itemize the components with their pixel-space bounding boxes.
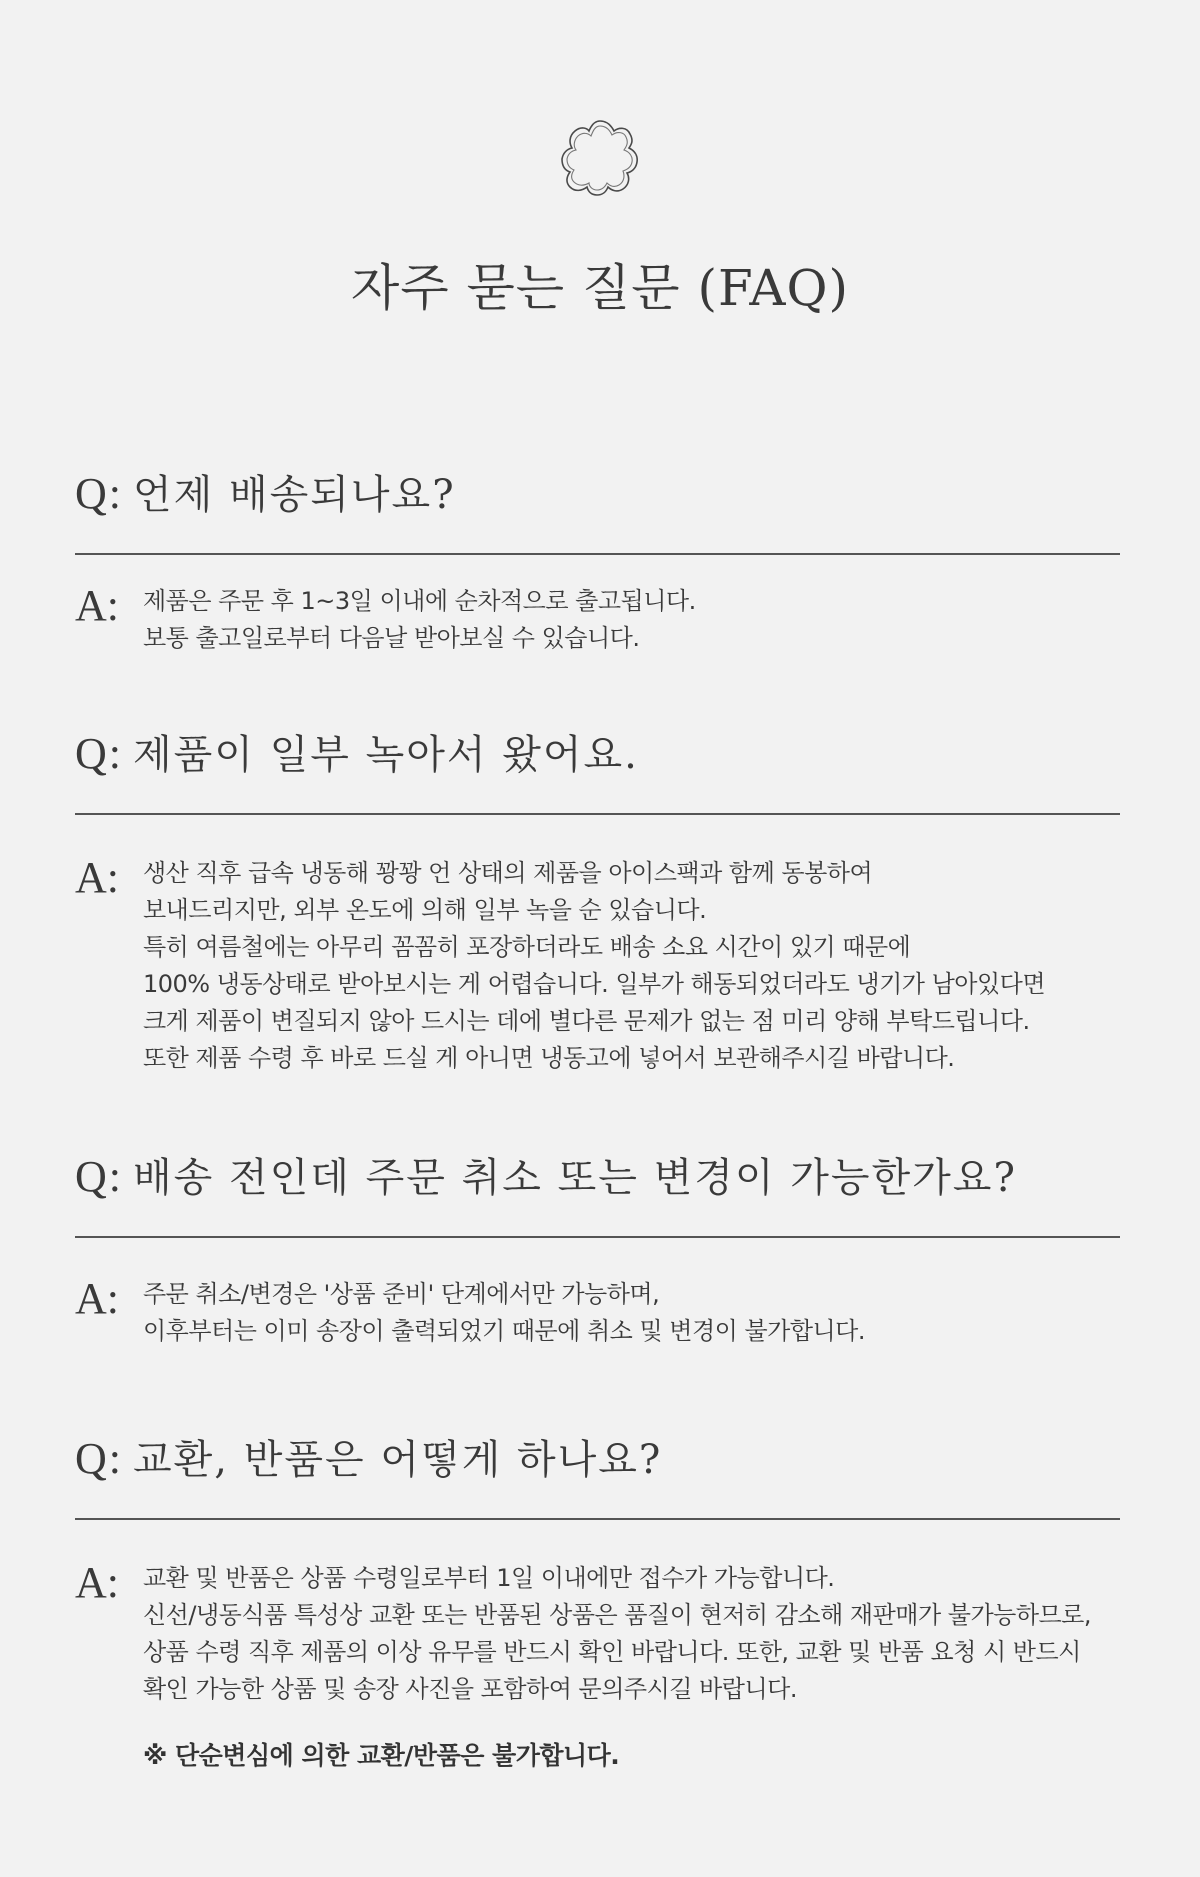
divider [75,553,1120,555]
flower-outline-icon [557,115,643,201]
question-text: 교환, 반품은 어떻게 하나요? [133,1437,663,1483]
q-mark: Q: [75,469,123,518]
answer-block [75,1276,1120,1350]
answer-line: 보내드리지만, 외부 온도에 의해 일부 녹을 순 있습니다. [143,896,707,924]
answer-line: 크게 제품이 변질되지 않아 드시는 데에 별다른 문제가 없는 점 미리 양해 부탁드립니다. [143,1007,1030,1035]
answer-line: 또한 제품 수령 후 바로 드실 게 아니면 냉동고에 넣어서 보관해주시길 바랍니다. [143,1044,955,1072]
question-text: 언제 배송되나요? [133,472,456,518]
faq-item-delivery-time [75,465,1120,657]
question-row [75,1148,1120,1206]
faq-item-cancel-change [75,1148,1120,1350]
answer-line: 제품은 주문 후 1~3일 이내에 순차적으로 출고됩니다. [143,587,696,615]
divider [75,1518,1120,1520]
answer-block [75,583,1120,657]
answer-line: 상품 수령 직후 제품의 이상 유무를 반드시 확인 바랍니다. 또한, 교환 및 반품 요청 시 반드시 [143,1638,1081,1666]
answer-block [75,1560,1120,1772]
question-row [75,725,1120,783]
divider [75,1236,1120,1238]
answer-line: 특히 여름철에는 아무리 꼼꼼히 포장하더라도 배송 소요 시간이 있기 때문에 [143,933,911,961]
a-mark: A: [75,853,119,902]
question-row [75,465,1120,523]
question-row [75,1430,1120,1488]
answer-line: 생산 직후 급속 냉동해 꽝꽝 언 상태의 제품을 아이스팩과 함께 동봉하여 [143,859,873,887]
answer-line: 교환 및 반품은 상품 수령일로부터 1일 이내에만 접수가 가능합니다. [143,1564,835,1592]
question-text: 제품이 일부 녹아서 왔어요. [133,732,639,778]
page-title: 자주 묻는 질문 (FAQ) [351,259,849,317]
answer-line: 확인 가능한 상품 및 송장 사진을 포함하여 문의주시길 바랍니다. [143,1675,797,1703]
answer-line: 이후부터는 이미 송장이 출력되었기 때문에 취소 및 변경이 불가합니다. [143,1317,865,1345]
answer-line: 주문 취소/변경은 '상품 준비' 단계에서만 가능하며, [143,1280,660,1308]
q-mark: Q: [75,1434,123,1483]
faq-item-melted-product [75,725,1120,1077]
faq-item-exchange-return [75,1430,1120,1772]
answer-line: 보통 출고일로부터 다음날 받아보실 수 있습니다. [143,624,640,652]
answer-line: 100% 냉동상태로 받아보시는 게 어렵습니다. 일부가 해동되었더라도 냉기가 남아있다면 [143,970,1046,998]
divider [75,813,1120,815]
question-text: 배송 전인데 주문 취소 또는 변경이 가능한가요? [133,1155,1017,1201]
a-mark: A: [75,1274,119,1323]
exchange-note: ※ 단순변심에 의한 교환/반품은 불가합니다. [143,1741,620,1770]
a-mark: A: [75,1558,119,1607]
q-mark: Q: [75,729,123,778]
answer-block [75,855,1120,1077]
q-mark: Q: [75,1152,123,1201]
a-mark: A: [75,581,119,630]
answer-line: 신선/냉동식품 특성상 교환 또는 반품된 상품은 품질이 현저히 감소해 재판매가 불가능하므로, [143,1601,1091,1629]
